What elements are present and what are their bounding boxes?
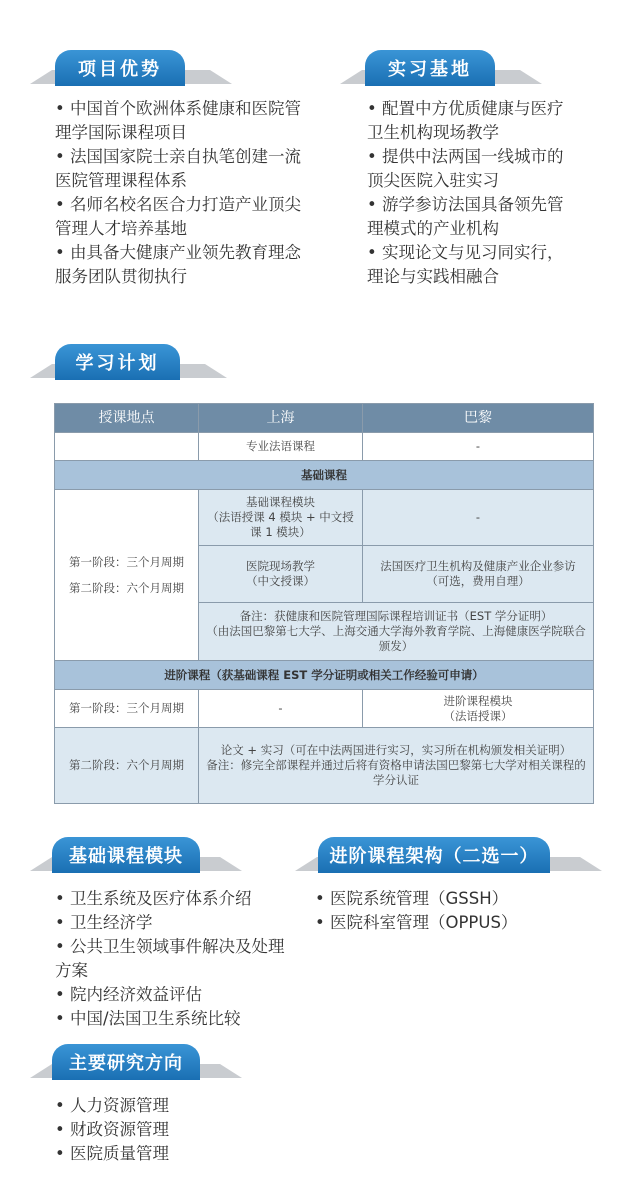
- advantages-list: [55, 97, 305, 289]
- research-list: [55, 1094, 285, 1166]
- section-badge-base: 实习基地: [365, 50, 495, 86]
- section-badge-plan: 学习计划: [55, 344, 180, 380]
- list-item: • 法国国家院士亲自执笔创建一流医院管理课程体系: [55, 147, 301, 190]
- list-item: • 实现论文与见习同实行，理论与实践相融合: [367, 243, 564, 286]
- cell: 进阶课程模块 （法语授课）: [363, 690, 594, 728]
- list-item: • 配置中方优质健康与医疗卫生机构现场教学: [367, 99, 564, 142]
- header-location: 授课地点: [55, 404, 199, 433]
- cell: -: [363, 433, 594, 461]
- cell: 第一阶段：三个月周期: [55, 690, 199, 728]
- cell: 专业法语课程: [199, 433, 363, 461]
- band-basic: 基础课程: [55, 461, 594, 490]
- cell: 备注：获健康和医院管理国际课程培训证书（EST 学分证明） （由法国巴黎第七大学、上海交通大学海外教育学院、上海健康医学院联合颁发）: [199, 603, 594, 661]
- header-shanghai: 上海: [199, 404, 363, 433]
- list-item: • 卫生经济学: [55, 913, 153, 932]
- list-item: • 医院系统管理（GSSH）: [315, 889, 509, 908]
- list-item: • 名师名校名医合力打造产业顶尖管理人才培养基地: [55, 195, 301, 238]
- base-list: [367, 97, 572, 289]
- cell: 基础课程模块 （法语授课 4 模块 + 中文授课 1 模块）: [199, 490, 363, 546]
- list-item: • 游学参访法国具备领先管理模式的产业机构: [367, 195, 564, 238]
- list-item: • 医院质量管理: [55, 1144, 169, 1163]
- study-plan-table: [54, 403, 594, 804]
- list-item: • 中国首个欧洲体系健康和医院管理学国际课程项目: [55, 99, 301, 142]
- list-item: • 公共卫生领域事件解决及处理方案: [55, 937, 285, 980]
- list-item: • 提供中法两国一线城市的顶尖医院入驻实习: [367, 147, 564, 190]
- list-item: • 人力资源管理: [55, 1096, 169, 1115]
- cell: 医院现场教学 （中文授课）: [199, 546, 363, 603]
- list-item: • 由具备大健康产业领先教育理念服务团队贯彻执行: [55, 243, 301, 286]
- basic-modules-list: [55, 887, 285, 1031]
- cell: -: [363, 490, 594, 546]
- cell: 法国医疗卫生机构及健康产业企业参访 （可选，费用自理）: [363, 546, 594, 603]
- list-item: • 院内经济效益评估: [55, 985, 202, 1004]
- cell: 第二阶段：六个月周期: [69, 581, 184, 595]
- cell: 第二阶段：六个月周期: [55, 728, 199, 804]
- section-badge-advantages: 项目优势: [55, 50, 185, 86]
- list-item: • 中国/法国卫生系统比较: [55, 1009, 241, 1028]
- advanced-list: [315, 887, 575, 935]
- section-badge-research: 主要研究方向: [52, 1044, 200, 1080]
- cell: 论文 + 实习（可在中法两国进行实习，实习所在机构颁发相关证明） 备注：修完全部课程并通过后将有资格申请法国巴黎第七大学对相关课程的学分认证: [199, 728, 594, 804]
- cell: -: [199, 690, 363, 728]
- section-badge-basic-modules: 基础课程模块: [52, 837, 200, 873]
- band-advanced: 进阶课程（获基础课程 EST 学分证明或相关工作经验可申请）: [55, 661, 594, 690]
- header-paris: 巴黎: [363, 404, 594, 433]
- list-item: • 医院科室管理（OPPUS）: [315, 913, 518, 932]
- list-item: • 卫生系统及医疗体系介绍: [55, 889, 252, 908]
- section-badge-advanced: 进阶课程架构（二选一）: [318, 837, 550, 873]
- list-item: • 财政资源管理: [55, 1120, 169, 1139]
- cell: 第一阶段：三个月周期: [69, 555, 184, 569]
